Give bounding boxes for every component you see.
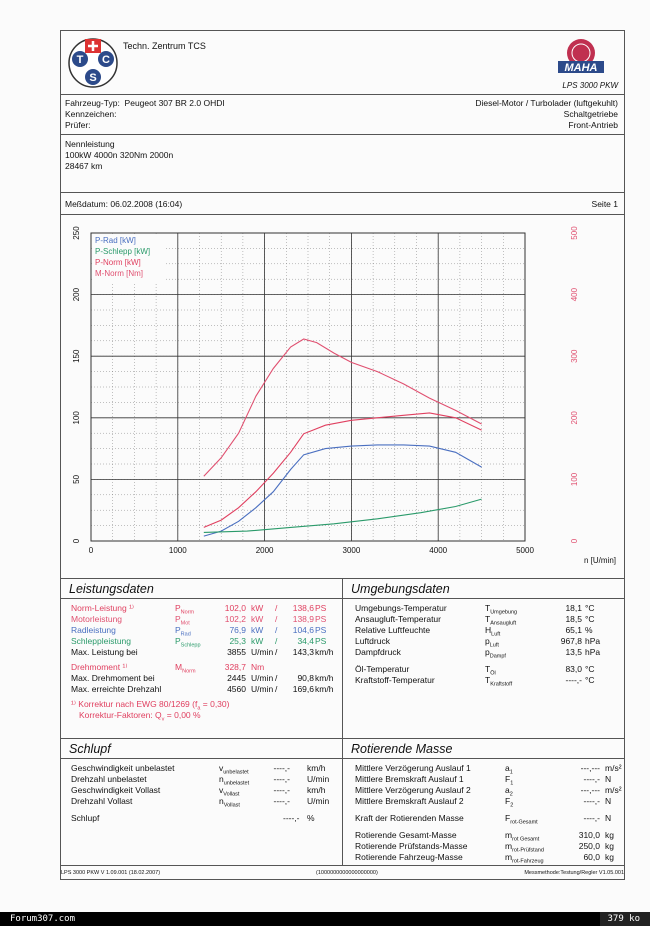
rot-mass-symbol: $m_{rot-Prüfstand}$ [505,841,544,854]
schlupf-symbol: $v_{unbelastet}$ [219,763,249,776]
leistung-unit: kW [251,625,264,635]
leistung-value: 328,7 [224,662,246,672]
rot-mass-unit: kg [605,841,614,851]
correction-note-text: ¹⁾ Korrektur nach EWG 80/1269 (f [71,699,198,709]
leistung-rows [61,599,342,658]
leistung-label: Schleppleistung [71,636,132,646]
tcs-letter-c: C [102,54,110,66]
schlupf-value: ----,- [273,763,290,773]
plate-label: Kennzeichen: [65,109,117,119]
y-left-tick-label: 0 [72,538,81,544]
rot-value: ---,--- [580,785,600,795]
umgebung-symbol: $T_{Öl}$ [485,664,496,677]
leistung-unit2: PS [315,636,327,646]
measurement-info [61,193,624,215]
leistung-label: Max. erreichte Drehzahl [71,684,162,694]
umgebung-rows2 [343,664,624,686]
leistung-unit2: PS [315,614,327,624]
leistung-row [61,603,342,614]
umgebung-label: Umgebungs-Temperatur [355,603,447,613]
model-name: LPS 3000 PKW [562,81,618,90]
leistung-separator: / [275,647,278,657]
leistung-unit2: km/h [315,673,334,683]
leistung-value: 2445 [227,673,246,683]
umgebung-row [343,625,624,636]
leistung-label: Drehmoment ¹⁾ [71,662,128,672]
rot-force-value: ----,- [583,813,600,823]
schlupf-unit: km/h [307,763,326,773]
leistung-separator: / [275,614,278,624]
rot-mass-value: 310,0 [578,830,600,840]
umgebung-unit: °C [585,614,595,624]
schlupf-symbol: $n_{Vollast}$ [219,796,240,809]
schlupf-label: Drehzahl unbelastet [71,774,147,784]
slip-unit: % [307,813,315,823]
umgebung-unit: °C [585,675,595,685]
rot-row [343,763,624,774]
y-right-tick-label: 100 [570,472,579,487]
power-torque-chart [61,215,624,579]
gearbox-type: Schaltgetriebe [563,109,618,119]
umgebung-symbol: $p_{Luft}$ [485,636,499,649]
rot-mass-unit: kg [605,852,614,862]
umgebungsdaten-title: Umgebungsdaten [343,579,624,599]
schlupf-row [61,785,342,796]
maha-logo-text: MAHA [564,62,598,74]
leistung-row [61,647,342,658]
umgebung-row [343,636,624,647]
schlupf-value: ----,- [273,785,290,795]
rot-force-row [343,813,624,824]
rot-row [343,785,624,796]
rot-mass-value: 250,0 [578,841,600,851]
umgebung-value: ----,- [565,675,582,685]
x-axis-label: n [U/min] [583,556,616,565]
rot-mass-symbol: $m_{rot-Fahrzeug}$ [505,852,544,865]
leistung-symbol: $P_{Norm}$ [175,603,195,616]
umgebung-row [343,614,624,625]
leistungsdaten-section [61,579,343,739]
umgebung-unit: °C [585,664,595,674]
leistung-unit: kW [251,636,264,646]
leistung-label: Max. Drehmoment bei [71,673,155,683]
leistung-unit: U/min [251,647,274,657]
leistungsdaten-title: Leistungsdaten [61,579,342,599]
footer-center: (1000000000000000000) [316,870,378,876]
report-footer [61,865,624,879]
umgebung-label: Dampfdruck [355,647,401,657]
umgebung-symbol: $T_{Umgebung}$ [485,603,518,616]
rot-unit: m/s² [605,763,622,773]
umgebung-label: Ansaugluft-Temperatur [355,614,441,624]
chart-area [61,215,624,579]
rot-symbol: $a_1$ [505,763,513,776]
leistung-label: Radleistung [71,625,116,635]
leistung-row [61,684,342,695]
leistung-unit: kW [251,614,264,624]
x-tick-label: 2000 [255,546,274,555]
nominal-label: Nennleistung [65,139,115,149]
rot-label: Mittlere Bremskraft Auslauf 1 [355,774,464,784]
rot-label: Mittlere Verzögerung Auslauf 1 [355,763,471,773]
rot-symbol: $a_2$ [505,785,513,798]
rot-rows [343,759,624,807]
umgebung-value: 18,5 [565,614,582,624]
umgebung-value: 18,1 [565,603,582,613]
rot-unit: m/s² [605,785,622,795]
rot-value: ----,- [583,796,600,806]
leistung-row [61,636,342,647]
umgebung-value: 83,0 [565,664,582,674]
rot-force-label: Kraft der Rotierenden Masse [355,813,464,823]
vehicle-type-row [65,98,225,109]
leistung-separator: / [275,625,278,635]
leistung-value: 76,9 [229,625,246,635]
leistung-separator: / [275,636,278,646]
leistung-separator: / [275,684,278,694]
rot-row [343,796,624,807]
leistung-label: Max. Leistung bei [71,647,138,657]
umgebung-value: 13,5 [565,647,582,657]
leistung-row [61,662,342,673]
rot-symbol: $F_2$ [505,796,514,809]
y-right-tick-label: 300 [570,349,579,363]
umgebung-unit: % [585,625,593,635]
leistung-symbol: $M_{Norm}$ [175,662,196,675]
rot-label: Mittlere Bremskraft Auslauf 2 [355,796,464,806]
rot-force-symbol: $F_{rot-Gesamt}$ [505,813,538,826]
drive-type: Front-Antrieb [568,120,618,130]
schlupf-row [61,774,342,785]
leistung-value: 102,0 [224,603,246,613]
leistung-rows2 [61,662,342,695]
correction-factor: Korrektur-Faktoren: $Q_v = 0,00$ % [79,710,201,723]
umgebung-row [343,675,624,686]
x-tick-label: 3000 [342,546,361,555]
rot-mass-row [343,852,624,863]
leistung-unit: Nm [251,662,265,672]
leistung-row [61,614,342,625]
umgebung-symbol: $p_{Dampf}$ [485,647,506,660]
umgebung-unit: °C [585,603,595,613]
umgebung-label: Luftdruck [355,636,390,646]
rot-mass-symbol: $m_{rot Gesamt}$ [505,830,540,843]
page-number: Seite 1 [591,199,618,209]
rotierende-masse-title: Rotierende Masse [343,739,624,759]
schlupf-section [61,739,343,865]
vehicle-type-label: Fahrzeug-Typ: [65,98,120,108]
umgebung-value: 65,1 [565,625,582,635]
schlupf-label: Geschwindigkeit unbelastet [71,763,175,773]
schlupf-rows [61,759,342,807]
leistung-unit2: km/h [315,684,334,694]
umgebung-row [343,664,624,675]
rot-symbol: $F_1$ [505,774,514,787]
rotierende-masse-section [343,739,624,865]
leistung-unit: U/min [251,684,274,694]
leistung-value: 102,2 [224,614,246,624]
leistung-value: 25,3 [229,636,246,646]
correction-note: ¹⁾ Korrektur nach EWG 80/1269 $(f_a = 0,30)$ [71,699,230,712]
x-tick-label: 1000 [168,546,187,555]
leistung-value2: 169,6 [292,684,314,694]
y-left-tick-label: 150 [72,349,81,363]
umgebung-value: 967,8 [560,636,582,646]
report-frame [60,30,625,880]
rot-mass-label: Rotierende Gesamt-Masse [355,830,457,840]
footer-right: Messmethode:Testung/Regler V1.05.001 [524,870,624,876]
schlupf-unit: U/min [307,796,330,806]
tcs-letter-t: T [76,54,84,66]
rot-mass-label: Rotierende Prüfstands-Masse [355,841,468,851]
leistung-unit2: km/h [315,647,334,657]
rot-mass-row [343,841,624,852]
schlupf-symbol: $v_{Vollast}$ [219,785,240,798]
engine-type: Diesel-Motor / Turbolader (luftgekuhlt) [475,98,618,108]
rot-mass-value: 60,0 [583,852,600,862]
rot-label: Mittlere Verzögerung Auslauf 2 [355,785,471,795]
umgebung-symbol: $H_{Luft}$ [485,625,501,638]
forum-overlay-bar [0,912,650,926]
rot-mass-unit: kg [605,830,614,840]
correction-factor-val: = 0,00 % [164,710,201,720]
schlupf-title: Schlupf [61,739,342,759]
leistung-separator: / [275,603,278,613]
rot-value: ---,--- [580,763,600,773]
leistung-unit2: PS [315,625,327,635]
x-tick-label: 0 [88,546,94,555]
measurement-date: Meßdatum: 06.02.2008 (16:04) [65,199,183,209]
forum-site-label: Forum307.com [10,914,76,924]
tester-label: Prüfer: [65,120,91,130]
slip-row [61,813,342,824]
umgebung-row [343,647,624,658]
schlupf-label: Geschwindigkeit Vollast [71,785,161,795]
series-line-3 [204,339,482,476]
footer-left: LPS 3000 PKW V 1.09.001 (18.02.2007) [61,870,161,876]
leistung-unit: kW [251,603,264,613]
leistung-symbol: $P_{Mot}$ [175,614,190,627]
schlupf-row [61,796,342,807]
tcs-letter-s: S [89,72,97,84]
rot-mass-label: Rotierende Fahrzeug-Masse [355,852,463,862]
rot-row [343,774,624,785]
umgebung-rows [343,599,624,658]
rot-mass-rows [343,830,624,863]
vehicle-info [61,95,624,135]
schlupf-value: ----,- [273,796,290,806]
leistung-label: Motorleistung [71,614,123,624]
legend-entry: P-Schlepp [kW] [95,247,151,256]
slip-label: Schlupf [71,813,100,823]
leistung-unit: U/min [251,673,274,683]
schlupf-unit: km/h [307,785,326,795]
leistung-symbol: $P_{Rad}$ [175,625,191,638]
center-name: Techn. Zentrum TCS [123,41,206,51]
vehicle-type-value: Peugeot 307 BR 2.0 OHDI [124,98,225,108]
y-left-tick-label: 100 [72,411,81,425]
schlupf-label: Drehzahl Vollast [71,796,133,806]
nominal-line1: 100kW 4000n 320Nm 2000n [65,150,174,160]
rot-force-row [343,813,624,824]
leistung-value2: 90,8 [297,673,314,683]
leistung-value: 4560 [227,684,246,694]
legend-entry: P-Norm [kW] [95,258,141,267]
umgebung-row [343,603,624,614]
tcs-logo-icon [67,35,119,89]
y-right-tick-label: 200 [570,411,579,425]
schlupf-symbol: $n_{unbelastet}$ [219,774,250,787]
leistung-row [61,673,342,684]
leistung-value: 3855 [227,647,246,657]
leistung-symbol: $P_{Schlepp}$ [175,636,201,649]
schlupf-value: ----,- [273,774,290,784]
leistung-value2: 104,6 [292,625,314,635]
leistung-unit2: PS [315,603,327,613]
rot-unit: N [605,774,612,784]
slip-value: ----,- [283,813,300,823]
umgebung-label: Kraftstoff-Temperatur [355,675,435,685]
legend-entry: P-Rad [kW] [95,236,136,245]
umgebung-symbol: $T_{Ansaugluft}$ [485,614,517,627]
leistung-row [61,625,342,636]
correction-factor-text: Korrektur-Faktoren: Q [79,710,162,720]
y-left-tick-label: 200 [72,287,81,302]
leistung-label: Norm-Leistung ¹⁾ [71,603,135,613]
rot-force-unit: N [605,813,612,823]
y-right-tick-label: 400 [570,287,579,302]
leistung-value2: 143,3 [292,647,314,657]
rot-unit: N [605,796,612,806]
y-left-tick-label: 50 [72,474,81,484]
y-right-tick-label: 0 [570,538,579,544]
x-tick-label: 5000 [516,546,534,555]
umgebung-label: Öl-Temperatur [355,664,410,674]
report-header [61,31,624,95]
leistung-value2: 34,4 [297,636,314,646]
rot-value: ----,- [583,774,600,784]
legend-entry: M-Norm [Nm] [95,269,143,278]
y-right-tick-label: 500 [570,226,579,240]
y-left-tick-label: 250 [72,226,81,240]
leistung-value2: 138,6 [292,603,314,613]
nominal-power [61,135,624,193]
nominal-line2: 28467 km [65,161,103,171]
leistung-value2: 138,9 [292,614,314,624]
leistung-separator: / [275,673,278,683]
rot-mass-row [343,830,624,841]
umgebung-unit: hPa [585,636,601,646]
x-tick-label: 4000 [429,546,448,555]
file-size-label: 379 ko [607,914,640,924]
umgebung-label: Relative Luftfeuchte [355,625,431,635]
schlupf-unit: U/min [307,774,330,784]
umgebung-unit: hPa [585,647,601,657]
correction-note-tail: = 0,30) [200,699,230,709]
schlupf-row [61,763,342,774]
umgebungsdaten-section [343,579,624,739]
umgebung-symbol: $T_{Kraftstoff}$ [485,675,513,688]
